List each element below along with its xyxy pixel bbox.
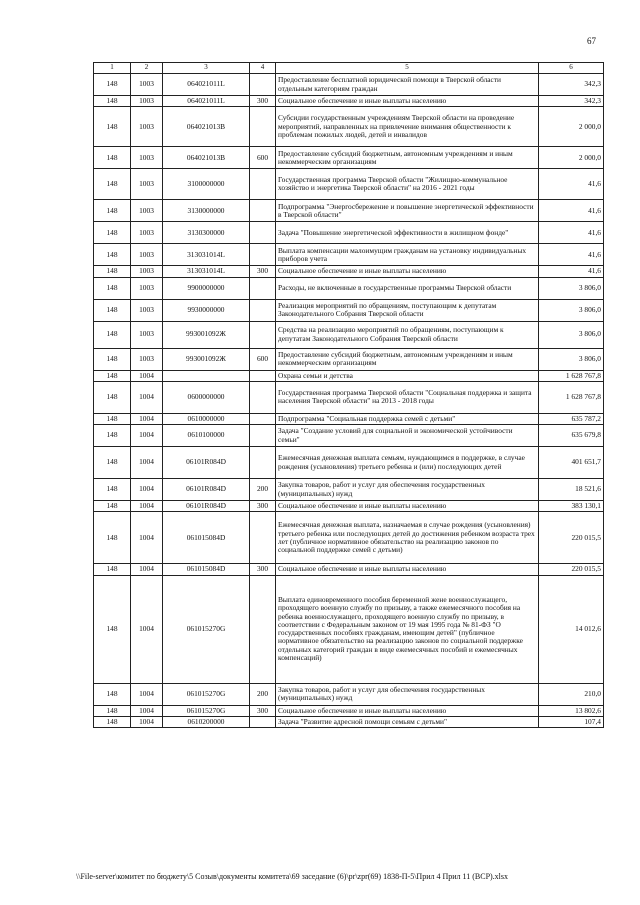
cell-c4 bbox=[250, 299, 276, 321]
cell-c5: Выплата компенсации малоимущим гражданам на установку индивидуальных приборов учета bbox=[276, 244, 539, 266]
table-row bbox=[94, 222, 604, 244]
cell-c2: 1004 bbox=[131, 370, 163, 381]
cell-c3: 064021011L bbox=[163, 96, 250, 107]
cell-c3: 061015084D bbox=[163, 512, 250, 564]
cell-c3: 993001092Ж bbox=[163, 348, 250, 370]
cell-c3: 9900000000 bbox=[163, 277, 250, 299]
cell-c6: 2 000,0 bbox=[539, 107, 604, 147]
table-row bbox=[94, 683, 604, 705]
table-row bbox=[94, 348, 604, 370]
cell-c1: 148 bbox=[94, 96, 131, 107]
cell-c4: 300 bbox=[250, 705, 276, 716]
cell-c4 bbox=[250, 370, 276, 381]
table-row bbox=[94, 501, 604, 512]
cell-c6: 2 000,0 bbox=[539, 147, 604, 169]
cell-c2: 1003 bbox=[131, 200, 163, 222]
cell-c4 bbox=[250, 222, 276, 244]
cell-c2: 1004 bbox=[131, 564, 163, 575]
cell-c1: 148 bbox=[94, 479, 131, 501]
table-row bbox=[94, 564, 604, 575]
column-header: 1 bbox=[94, 63, 131, 74]
table-row bbox=[94, 277, 604, 299]
cell-c5: Предоставление субсидий бюджетным, автономным учреждениям и иным некоммерческим организациям bbox=[276, 348, 539, 370]
cell-c3: 0610100000 bbox=[163, 425, 250, 447]
cell-c1: 148 bbox=[94, 705, 131, 716]
cell-c5: Ежемесячная денежная выплата, назначаемая в случае рождения (усыновления) третьего ребенка или последующих детей до достижения ребенком возраста трех лет (публичное нормативное обязательство на реализацию законов по социальной поддержке семей с детьми) bbox=[276, 512, 539, 564]
cell-c2: 1003 bbox=[131, 147, 163, 169]
table-row bbox=[94, 512, 604, 564]
cell-c2: 1004 bbox=[131, 512, 163, 564]
cell-c3: 0610200000 bbox=[163, 716, 250, 727]
cell-c3: 064021011L bbox=[163, 74, 250, 96]
cell-c1: 148 bbox=[94, 107, 131, 147]
table-row bbox=[94, 321, 604, 348]
cell-c3: 0610000000 bbox=[163, 413, 250, 424]
cell-c1: 148 bbox=[94, 501, 131, 512]
cell-c1: 148 bbox=[94, 147, 131, 169]
column-header: 4 bbox=[250, 63, 276, 74]
cell-c5: Средства на реализацию мероприятий по обращениям, поступающим к депутатам Законодательного Собрания Тверской области bbox=[276, 321, 539, 348]
cell-c2: 1003 bbox=[131, 222, 163, 244]
cell-c4: 300 bbox=[250, 96, 276, 107]
cell-c6: 13 802,6 bbox=[539, 705, 604, 716]
cell-c1: 148 bbox=[94, 512, 131, 564]
cell-c1: 148 bbox=[94, 244, 131, 266]
cell-c4 bbox=[250, 74, 276, 96]
cell-c3 bbox=[163, 370, 250, 381]
cell-c5: Задача "Повышение энергетической эффективности в жилищном фонде" bbox=[276, 222, 539, 244]
cell-c1: 148 bbox=[94, 169, 131, 200]
table-row bbox=[94, 200, 604, 222]
cell-c6: 41,6 bbox=[539, 169, 604, 200]
cell-c1: 148 bbox=[94, 425, 131, 447]
cell-c2: 1004 bbox=[131, 425, 163, 447]
cell-c2: 1004 bbox=[131, 705, 163, 716]
cell-c3: 993001092Ж bbox=[163, 321, 250, 348]
cell-c6: 220 015,5 bbox=[539, 512, 604, 564]
cell-c5: Предоставление субсидий бюджетным, автономным учреждениям и иным некоммерческим организациям bbox=[276, 147, 539, 169]
table-row bbox=[94, 147, 604, 169]
cell-c1: 148 bbox=[94, 564, 131, 575]
cell-c1: 148 bbox=[94, 321, 131, 348]
table-row bbox=[94, 169, 604, 200]
table-row bbox=[94, 266, 604, 277]
cell-c3: 313031014L bbox=[163, 244, 250, 266]
cell-c6: 342,3 bbox=[539, 96, 604, 107]
cell-c4 bbox=[250, 244, 276, 266]
cell-c2: 1004 bbox=[131, 501, 163, 512]
cell-c1: 148 bbox=[94, 277, 131, 299]
cell-c4 bbox=[250, 169, 276, 200]
cell-c5: Подпрограмма "Энергосбережение и повышение энергетической эффективности в Тверской области" bbox=[276, 200, 539, 222]
cell-c2: 1003 bbox=[131, 169, 163, 200]
table-row bbox=[94, 575, 604, 683]
cell-c1: 148 bbox=[94, 74, 131, 96]
table-body bbox=[94, 63, 604, 728]
table-row bbox=[94, 299, 604, 321]
cell-c6: 210,0 bbox=[539, 683, 604, 705]
cell-c5: Закупка товаров, работ и услуг для обеспечения государственных (муниципальных) нужд bbox=[276, 479, 539, 501]
cell-c2: 1004 bbox=[131, 381, 163, 413]
cell-c2: 1003 bbox=[131, 96, 163, 107]
cell-c6: 41,6 bbox=[539, 222, 604, 244]
cell-c2: 1004 bbox=[131, 479, 163, 501]
table-row bbox=[94, 479, 604, 501]
cell-c3: 3130300000 bbox=[163, 222, 250, 244]
cell-c6: 3 806,0 bbox=[539, 299, 604, 321]
cell-c2: 1003 bbox=[131, 348, 163, 370]
table-row bbox=[94, 425, 604, 447]
column-header: 6 bbox=[539, 63, 604, 74]
table-row bbox=[94, 370, 604, 381]
cell-c4: 200 bbox=[250, 479, 276, 501]
cell-c2: 1004 bbox=[131, 716, 163, 727]
cell-c6: 3 806,0 bbox=[539, 277, 604, 299]
cell-c2: 1003 bbox=[131, 74, 163, 96]
table-row bbox=[94, 74, 604, 96]
table-header-row bbox=[94, 63, 604, 74]
cell-c1: 148 bbox=[94, 348, 131, 370]
cell-c1: 148 bbox=[94, 266, 131, 277]
cell-c5: Задача "Развитие адресной помощи семьям с детьми" bbox=[276, 716, 539, 727]
cell-c4 bbox=[250, 277, 276, 299]
table-row bbox=[94, 107, 604, 147]
file-path-footer: \\File-server\комитет по бюджету\5 Созыв\документы комитета\69 заседание (6)\pr\zpr(69) 1838-П-5\Прил 4 Прил 11 (ВСР).xlsx bbox=[76, 872, 509, 881]
cell-c3: 06101R084D bbox=[163, 479, 250, 501]
cell-c3: 9930000000 bbox=[163, 299, 250, 321]
cell-c6: 41,6 bbox=[539, 200, 604, 222]
table-row bbox=[94, 716, 604, 727]
cell-c1: 148 bbox=[94, 683, 131, 705]
cell-c2: 1003 bbox=[131, 107, 163, 147]
cell-c5: Реализация мероприятий по обращениям, поступающим к депутатам Законодательного Собрания Тверской области bbox=[276, 299, 539, 321]
cell-c5: Подпрограмма "Социальная поддержка семей с детьми" bbox=[276, 413, 539, 424]
cell-c4 bbox=[250, 716, 276, 727]
cell-c4: 600 bbox=[250, 147, 276, 169]
cell-c6: 18 521,6 bbox=[539, 479, 604, 501]
cell-c1: 148 bbox=[94, 575, 131, 683]
cell-c3: 061015270G bbox=[163, 575, 250, 683]
cell-c2: 1003 bbox=[131, 321, 163, 348]
cell-c6: 3 806,0 bbox=[539, 321, 604, 348]
cell-c5: Задача "Создание условий для социальной и экономической устойчивости семьи" bbox=[276, 425, 539, 447]
table-row bbox=[94, 96, 604, 107]
cell-c5: Закупка товаров, работ и услуг для обеспечения государственных (муниципальных) нужд bbox=[276, 683, 539, 705]
cell-c6: 401 651,7 bbox=[539, 447, 604, 479]
cell-c3: 061015270G bbox=[163, 683, 250, 705]
column-header: 5 bbox=[276, 63, 539, 74]
cell-c2: 1004 bbox=[131, 413, 163, 424]
column-header: 2 bbox=[131, 63, 163, 74]
column-header: 3 bbox=[163, 63, 250, 74]
cell-c4 bbox=[250, 447, 276, 479]
cell-c2: 1003 bbox=[131, 244, 163, 266]
budget-table bbox=[93, 62, 604, 728]
cell-c2: 1003 bbox=[131, 299, 163, 321]
cell-c5: Охрана семьи и детства bbox=[276, 370, 539, 381]
cell-c1: 148 bbox=[94, 370, 131, 381]
cell-c6: 635 679,8 bbox=[539, 425, 604, 447]
cell-c5: Расходы, не включенные в государственные программы Тверской области bbox=[276, 277, 539, 299]
cell-c2: 1004 bbox=[131, 683, 163, 705]
cell-c4 bbox=[250, 381, 276, 413]
cell-c1: 148 bbox=[94, 413, 131, 424]
cell-c3: 0600000000 bbox=[163, 381, 250, 413]
cell-c1: 148 bbox=[94, 381, 131, 413]
cell-c5: Социальное обеспечение и иные выплаты населению bbox=[276, 501, 539, 512]
cell-c3: 3130000000 bbox=[163, 200, 250, 222]
cell-c3: 06101R084D bbox=[163, 501, 250, 512]
cell-c5: Выплата единовременного пособия беременной жене военнослужащего, проходящего военную службу по призыву, а также ежемесячного пособия на ребенка военнослужащего, проходящего военную службу по призыву, в соответствии с Федеральным законом от 19 мая 1995 года № 81-ФЗ "О государственных пособиях гражданам, имеющим детей" (публичное нормативное обязательство на реализацию законов по социальной поддержке отдельных категорий граждан в виде ежемесячных пособий и ежемесячных компенсаций) bbox=[276, 575, 539, 683]
cell-c4: 300 bbox=[250, 501, 276, 512]
cell-c6: 635 787,2 bbox=[539, 413, 604, 424]
cell-c6: 3 806,0 bbox=[539, 348, 604, 370]
cell-c6: 220 015,5 bbox=[539, 564, 604, 575]
cell-c5: Государственная программа Тверской области "Социальная поддержка и защита населения Тверской области" на 2013 - 2018 годы bbox=[276, 381, 539, 413]
cell-c5: Предоставление бесплатной юридической помощи в Тверской области отдельным категориям граждан bbox=[276, 74, 539, 96]
cell-c2: 1004 bbox=[131, 575, 163, 683]
cell-c4 bbox=[250, 321, 276, 348]
cell-c3: 061015084D bbox=[163, 564, 250, 575]
cell-c6: 107,4 bbox=[539, 716, 604, 727]
cell-c1: 148 bbox=[94, 200, 131, 222]
cell-c5: Социальное обеспечение и иные выплаты населению bbox=[276, 705, 539, 716]
cell-c6: 342,3 bbox=[539, 74, 604, 96]
cell-c4: 600 bbox=[250, 348, 276, 370]
cell-c2: 1003 bbox=[131, 277, 163, 299]
cell-c5: Ежемесячная денежная выплата семьям, нуждающимся в поддержке, в случае рождения (усыновления) третьего ребенка и (или) последующих детей bbox=[276, 447, 539, 479]
cell-c6: 41,6 bbox=[539, 244, 604, 266]
cell-c4 bbox=[250, 512, 276, 564]
cell-c5: Социальное обеспечение и иные выплаты населению bbox=[276, 266, 539, 277]
cell-c6: 383 130,1 bbox=[539, 501, 604, 512]
cell-c2: 1004 bbox=[131, 447, 163, 479]
cell-c6: 14 012,6 bbox=[539, 575, 604, 683]
cell-c6: 1 628 767,8 bbox=[539, 381, 604, 413]
table-row bbox=[94, 413, 604, 424]
cell-c1: 148 bbox=[94, 299, 131, 321]
cell-c4: 300 bbox=[250, 266, 276, 277]
cell-c6: 1 628 767,8 bbox=[539, 370, 604, 381]
cell-c3: 06101R084D bbox=[163, 447, 250, 479]
cell-c5: Социальное обеспечение и иные выплаты населению bbox=[276, 96, 539, 107]
cell-c6: 41,6 bbox=[539, 266, 604, 277]
cell-c3: 313031014L bbox=[163, 266, 250, 277]
table-row bbox=[94, 705, 604, 716]
page-number: 67 bbox=[587, 36, 596, 46]
cell-c5: Социальное обеспечение и иные выплаты населению bbox=[276, 564, 539, 575]
cell-c4 bbox=[250, 413, 276, 424]
cell-c4 bbox=[250, 425, 276, 447]
cell-c4: 300 bbox=[250, 564, 276, 575]
cell-c4 bbox=[250, 107, 276, 147]
cell-c4 bbox=[250, 575, 276, 683]
cell-c4: 200 bbox=[250, 683, 276, 705]
table-row bbox=[94, 381, 604, 413]
cell-c5: Государственная программа Тверской области "Жилищно-коммунальное хозяйство и энергетика Тверской области" на 2016 - 2021 годы bbox=[276, 169, 539, 200]
table-row bbox=[94, 447, 604, 479]
cell-c5: Субсидии государственным учреждениям Тверской области на проведение мероприятий, направленных на привлечение внимания общественности к проблемам пожилых людей, детей и инвалидов bbox=[276, 107, 539, 147]
cell-c4 bbox=[250, 200, 276, 222]
cell-c2: 1003 bbox=[131, 266, 163, 277]
cell-c3: 061015270G bbox=[163, 705, 250, 716]
cell-c3: 064021013В bbox=[163, 107, 250, 147]
cell-c1: 148 bbox=[94, 447, 131, 479]
cell-c3: 3100000000 bbox=[163, 169, 250, 200]
cell-c1: 148 bbox=[94, 716, 131, 727]
table-row bbox=[94, 244, 604, 266]
cell-c3: 064021013В bbox=[163, 147, 250, 169]
cell-c1: 148 bbox=[94, 222, 131, 244]
